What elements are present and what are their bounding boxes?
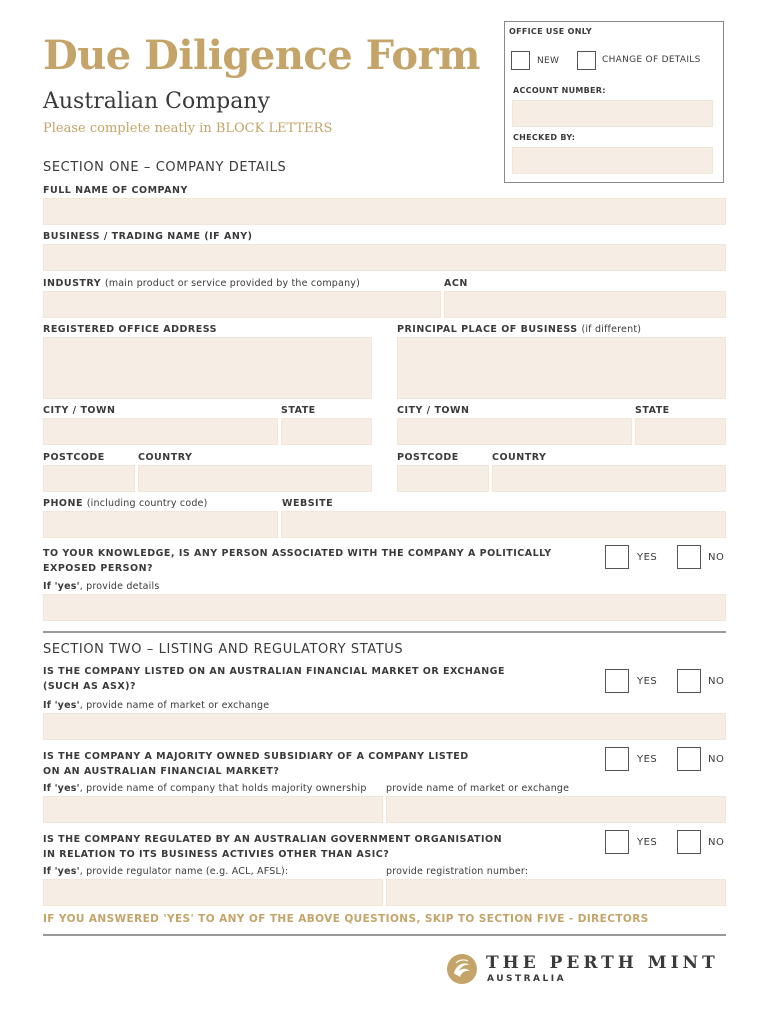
phone-label: [43, 498, 208, 509]
reg-country-field[interactable]: [138, 465, 372, 492]
pep-question-line2: EXPOSED PERSON?: [43, 563, 154, 574]
regulated-yes-label: YES: [637, 837, 658, 848]
regulated-hint-a-text: , provide regulator name (e.g. ACL, AFSL):: [79, 866, 289, 877]
registered-address-field[interactable]: [43, 337, 372, 399]
pep-question: [43, 546, 583, 576]
section-two-title: SECTION TWO – LISTING AND REGULATORY STATUS: [43, 642, 404, 657]
regulated-question-line2: IN RELATION TO ITS BUSINESS ACTIVIES OTHER THAN ASIC?: [43, 849, 390, 860]
regulated-no-label: NO: [708, 837, 725, 848]
pp-postcode-label: POSTCODE: [397, 452, 459, 463]
phone-hint: (including country code): [86, 498, 208, 509]
pp-state-label: STATE: [635, 405, 670, 416]
change-of-details-checkbox[interactable]: [577, 51, 596, 70]
reg-state-label: STATE: [281, 405, 316, 416]
pep-yes-checkbox[interactable]: [605, 545, 629, 569]
reg-country-label: COUNTRY: [138, 452, 193, 463]
principal-place-label-text: PRINCIPAL PLACE OF BUSINESS: [397, 324, 578, 335]
subsidiary-hint-b: provide name of market or exchange: [386, 783, 570, 794]
business-name-label: BUSINESS / TRADING NAME (IF ANY): [43, 231, 253, 242]
checked-by-label: CHECKED BY:: [513, 133, 576, 142]
pep-no-label: NO: [708, 552, 725, 563]
brand-name: THE PERTH MINT: [486, 953, 719, 973]
full-name-label: FULL NAME OF COMPANY: [43, 185, 188, 196]
regulator-name-field[interactable]: [43, 879, 383, 906]
principal-place-hint: (if different): [581, 324, 642, 335]
perth-mint-swan-logo-icon: [446, 953, 478, 985]
new-checkbox[interactable]: [511, 51, 530, 70]
subsidiary-question-line2: ON AN AUSTRALIAN FINANCIAL MARKET?: [43, 766, 280, 777]
brand-sub: AUSTRALIA: [487, 974, 567, 984]
phone-field[interactable]: [43, 511, 278, 538]
footer-divider: [43, 934, 726, 936]
subsidiary-if-yes: If 'yes': [43, 783, 80, 794]
section-one-title: SECTION ONE – COMPANY DETAILS: [43, 160, 287, 175]
pp-city-label: CITY / TOWN: [397, 405, 470, 416]
regulated-if-yes: If 'yes': [43, 866, 80, 877]
pp-country-field[interactable]: [492, 465, 726, 492]
regulated-hint-a: [43, 866, 288, 877]
account-number-label: ACCOUNT NUMBER:: [513, 86, 606, 95]
acn-field[interactable]: [444, 291, 726, 318]
subsidiary-no-checkbox[interactable]: [677, 747, 701, 771]
listed-yes-checkbox[interactable]: [605, 669, 629, 693]
listed-no-checkbox[interactable]: [677, 669, 701, 693]
subsidiary-no-label: NO: [708, 754, 725, 765]
form-instruction: Please complete neatly in BLOCK LETTERS: [43, 121, 333, 136]
website-label: WEBSITE: [282, 498, 334, 509]
pep-details-hint: [43, 581, 159, 592]
section-divider: [43, 631, 726, 633]
pep-no-checkbox[interactable]: [677, 545, 701, 569]
pp-postcode-field[interactable]: [397, 465, 489, 492]
subsidiary-hint-a: [43, 783, 367, 794]
phone-label-text: PHONE: [43, 498, 83, 509]
account-number-field[interactable]: [512, 100, 713, 127]
pep-question-line1: TO YOUR KNOWLEDGE, IS ANY PERSON ASSOCIATED WITH THE COMPANY A POLITICALLY: [43, 548, 552, 559]
listed-hint: [43, 700, 269, 711]
principal-place-label: [397, 324, 641, 335]
pep-details-field[interactable]: [43, 594, 726, 621]
office-use-box: [504, 21, 724, 183]
subsidiary-question-line1: IS THE COMPANY A MAJORITY OWNED SUBSIDIARY OF A COMPANY LISTED: [43, 751, 469, 762]
full-name-field[interactable]: [43, 198, 726, 225]
pep-if-yes: If 'yes': [43, 581, 80, 592]
reg-city-field[interactable]: [43, 418, 278, 445]
regulated-no-checkbox[interactable]: [677, 830, 701, 854]
subsidiary-company-field[interactable]: [43, 796, 383, 823]
listed-question-line2: (SUCH AS ASX)?: [43, 681, 137, 692]
form-subtitle: Australian Company: [43, 89, 270, 114]
pp-state-field[interactable]: [635, 418, 726, 445]
acn-label: ACN: [444, 278, 468, 289]
listed-yes-label: YES: [637, 676, 658, 687]
pp-country-label: COUNTRY: [492, 452, 547, 463]
industry-label: [43, 278, 360, 289]
form-title: Due Diligence Form: [43, 32, 480, 79]
industry-hint: (main product or service provided by the company): [104, 278, 361, 289]
office-use-heading: OFFICE USE ONLY: [509, 27, 592, 36]
reg-postcode-field[interactable]: [43, 465, 135, 492]
subsidiary-yes-checkbox[interactable]: [605, 747, 629, 771]
subsidiary-hint-a-text: , provide name of company that holds majority ownership: [79, 783, 367, 794]
listed-question-line1: IS THE COMPANY LISTED ON AN AUSTRALIAN FINANCIAL MARKET OR EXCHANGE: [43, 666, 505, 677]
subsidiary-question: [43, 749, 583, 779]
pep-details-hint-text: , provide details: [79, 581, 160, 592]
pep-yes-label: YES: [637, 552, 658, 563]
registered-address-label: REGISTERED OFFICE ADDRESS: [43, 324, 217, 335]
listed-question: [43, 664, 583, 694]
change-of-details-label: CHANGE OF DETAILS: [602, 55, 701, 65]
new-label: NEW: [537, 56, 560, 66]
listed-if-yes: If 'yes': [43, 700, 80, 711]
reg-state-field[interactable]: [281, 418, 372, 445]
regulated-hint-b: provide registration number:: [386, 866, 529, 877]
registration-number-field[interactable]: [386, 879, 726, 906]
listed-market-field[interactable]: [43, 713, 726, 740]
industry-label-text: INDUSTRY: [43, 278, 102, 289]
regulated-question-line1: IS THE COMPANY REGULATED BY AN AUSTRALIAN GOVERNMENT ORGANISATION: [43, 834, 503, 845]
regulated-yes-checkbox[interactable]: [605, 830, 629, 854]
listed-hint-text: , provide name of market or exchange: [79, 700, 270, 711]
subsidiary-yes-label: YES: [637, 754, 658, 765]
reg-city-label: CITY / TOWN: [43, 405, 116, 416]
skip-note: IF YOU ANSWERED 'YES' TO ANY OF THE ABOVE QUESTIONS, SKIP TO SECTION FIVE - DIRECTORS: [43, 913, 649, 925]
business-name-field[interactable]: [43, 244, 726, 271]
pp-city-field[interactable]: [397, 418, 632, 445]
checked-by-field[interactable]: [512, 147, 713, 174]
reg-postcode-label: POSTCODE: [43, 452, 105, 463]
principal-place-field[interactable]: [397, 337, 726, 399]
listed-no-label: NO: [708, 676, 725, 687]
website-field[interactable]: [281, 511, 726, 538]
regulated-question: [43, 832, 583, 862]
subsidiary-market-field[interactable]: [386, 796, 726, 823]
industry-field[interactable]: [43, 291, 441, 318]
